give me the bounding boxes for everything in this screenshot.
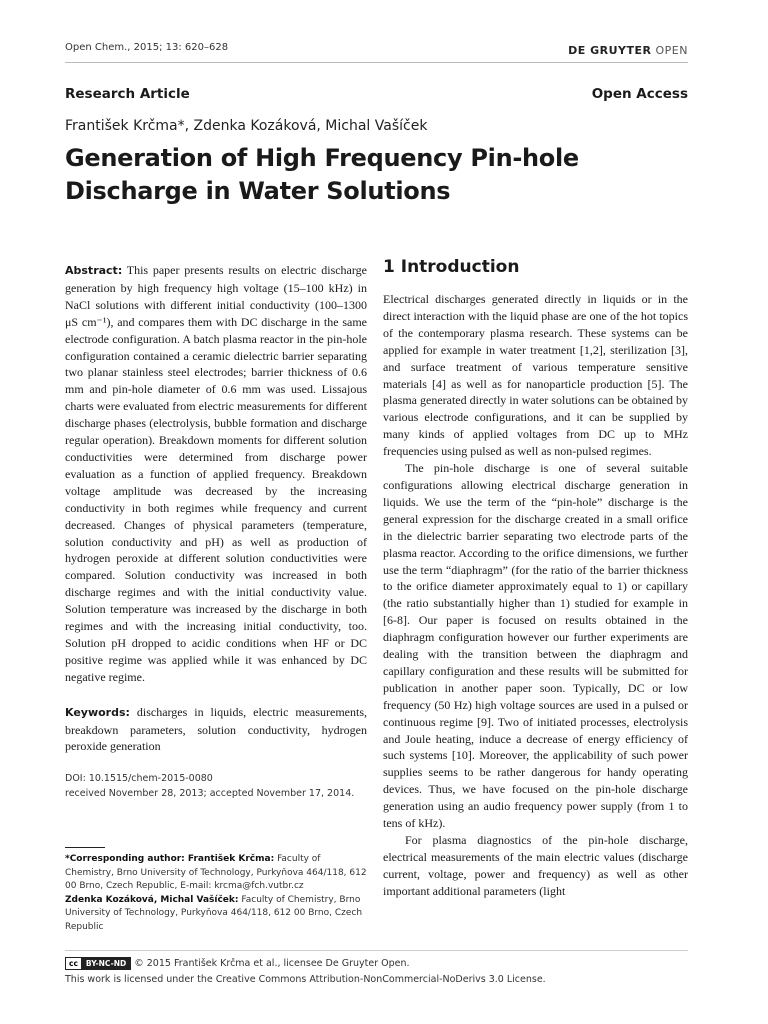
intro-paragraph-1: Electrical discharges generated directly in liquids or in the direct interaction with the liquid phase are one of the hot topics of the contemporary plasma research. These systems can be applied for example in water treatment [1,2], sterilization [3], and surface treatment of various temperature sensitive materials [4] as well as for nanoparticle production [5]. The plasma generated directly in water solutions can be obtained by various electrode configurations, and it can be supplied by many kinds of applied voltages from DC up to MHz frequencies using pulsed as well as non-pulsed regimes. <box>383 292 688 459</box>
doi: DOI: 10.1515/chem-2015-0080 <box>65 773 213 785</box>
abstract-label: Abstract: <box>65 264 123 277</box>
publisher-name: DE GRUYTER <box>568 44 652 57</box>
publisher-logo <box>568 44 688 57</box>
right-column <box>383 257 688 900</box>
article-title: Generation of High Frequency Pin-hole Discharge in Water Solutions <box>65 144 579 205</box>
footnotes <box>65 853 370 934</box>
coauthors-label: Zdenka Kozáková, Michal Vašíček: <box>65 894 239 905</box>
received-accepted-dates: received November 28, 2013; accepted November 17, 2014. <box>65 788 355 800</box>
corresponding-author-note <box>65 853 370 894</box>
copyright-text: © 2015 František Krčma et al., licensee De Gruyter Open. <box>134 958 410 969</box>
keywords-label: Keywords: <box>65 705 130 719</box>
article-type: Research Article <box>65 86 190 102</box>
intro-paragraph-2: The pin-hole discharge is one of several suitable configurations allowing electrical discharge generation in liquids. We use the term of the “pin-hole” discharge is the general expression for the discharge created in a small orifice in the dielectric barrier separating two electrode parts of the plasma reactor. According to the orifice dimensions, we further use the term “diaphragm” (for the ratio of the barrier thickness to the orifice diameter approximately equal to 1) or capillary (the ratio substantially higher than 1) studied for example in [6-8]. Our paper is focused on results obtained in the diaphragm configuration however our further experiments are dealing with the transition between the diaphragm and capillary configuration and these results will be submitted for publication in another paper soon. Typically, DC or low frequency (50 Hz) high voltage sources are used in a pulsed or continuous regime [9]. Two of initiated processes, electrolysis and Joule heating, induce a decrease of energy efficiency of such systems [10]. Moreover, the applicability of such power supplies seems to be rather dangerous for handy operating devices. Thus, we have focused on the pin-hole discharge generation using an audio frequency power supply (from 1 to tens of kHz). <box>383 461 688 831</box>
footnote-divider <box>65 847 105 848</box>
abstract-text: This paper presents results on electric discharge generation by high frequency high voltage (15–100 kHz) in NaCl solutions with different initial conductivity (100–1300 μS cm⁻¹), and compares them with DC discharge in the same electrode configuration. A batch plasma reactor in the pin-hole configuration contained a ceramic dielectric barrier separating two planar stainless steel electrodes; barrier thickness of 0.6 mm and pin-hole diameter of 0.6 mm was used. Lissajous charts were evaluated from electric measurements for different discharge phases (electrolysis, bubble formation and discharge regular operation). Breakdown moments for different solution conductivities were determined from discharge power evaluation as a function of applied frequency. Breakdown voltage amplitude was decreased by the increasing conductivity in both regimes while frequency and current decreased. Changes of physical parameters (temperature, solution conductivity and pH) as well as production of hydrogen peroxide at different solution conductivities were compared. Solution conductivity was increased in both discharge regimes and with the initial conductivity value. Solution temperature was increased by the discharge in both regimes and with the increasing initial conductivity, too. Solution pH dropped to acidic conditions when HF or DC positive regime was applied while it was enhanced by DC negative regime. <box>65 263 367 684</box>
left-column <box>65 262 367 801</box>
header-divider <box>65 62 688 63</box>
keywords <box>65 704 367 756</box>
access-label: Open Access <box>591 86 688 102</box>
corresponding-author-label: *Corresponding author: František Krčma: <box>65 854 275 864</box>
coauthors-affiliation: Faculty of Chemistry, Brno University of Technology, Purkyňova 464/118, 612 00 Brno, Czech Republic <box>65 894 363 932</box>
corresponding-author-affiliation: Faculty of Chemistry, Brno University of Technology, Purkyňova 464/118, 612 00 Brno, Czech Republic, E-mail: krcma@fch.vutbr.cz <box>65 854 367 891</box>
publisher-suffix: OPEN <box>655 44 688 57</box>
abstract <box>65 262 367 686</box>
cc-license-icon <box>65 957 131 970</box>
cc-icon-right: BY-NC-ND <box>82 958 130 969</box>
keywords-text: discharges in liquids, electric measurements, breakdown parameters, solution conductivity, hydrogen peroxide generation <box>65 704 367 754</box>
section-heading-introduction: 1 Introduction <box>383 257 520 277</box>
license-text: This work is licensed under the Creative Commons Attribution-NonCommercial-NoDerivs 3.0 License. <box>65 974 546 985</box>
intro-paragraph-3: For plasma diagnostics of the pin-hole discharge, electrical measurements of the main electric values (discharge current, voltage, power and frequency) as well as other important additional parameters (light <box>383 833 688 898</box>
cc-icon-left: cc <box>66 958 82 969</box>
coauthors-note <box>65 894 370 935</box>
footer-divider <box>65 950 688 951</box>
author-list: František Krčma*, Zdenka Kozáková, Michal Vašíček <box>65 118 428 134</box>
journal-reference: Open Chem., 2015; 13: 620–628 <box>65 42 229 53</box>
article-metadata <box>65 771 367 801</box>
copyright-line <box>65 957 410 970</box>
